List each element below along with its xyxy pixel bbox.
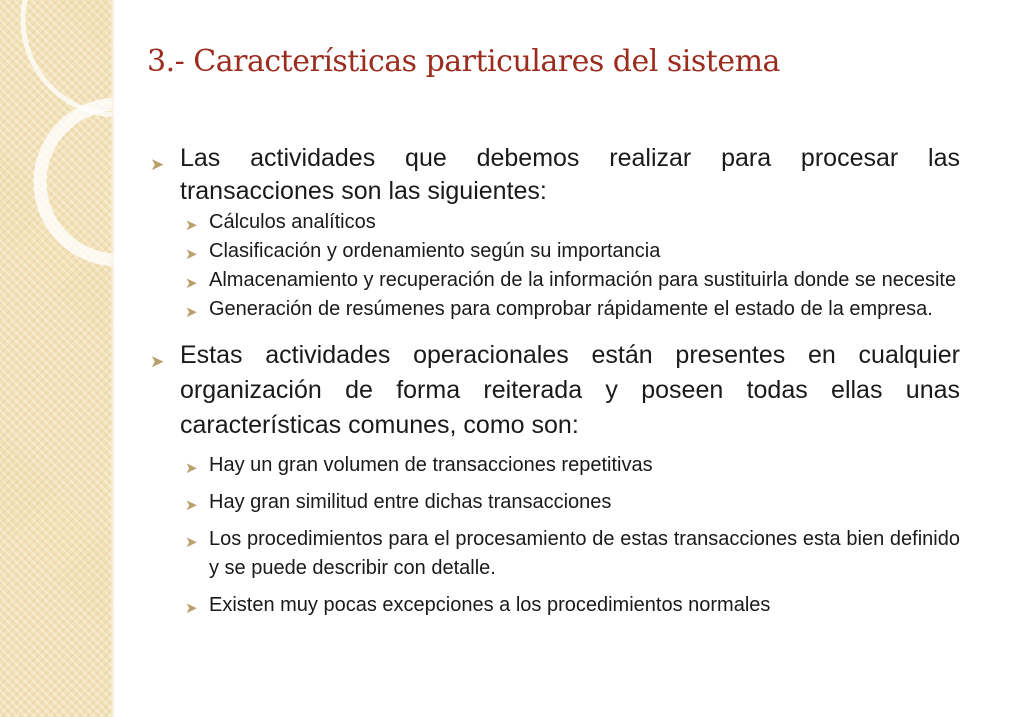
- sub-bullet-text: Generación de resúmenes para comprobar rápidamente el estado de la empresa.: [209, 298, 933, 320]
- arrowhead-bullet-icon: ➤: [185, 534, 198, 551]
- bullet-item: [150, 142, 960, 208]
- sub-bullet-text: Clasificación y ordenamiento según su importancia: [209, 240, 661, 262]
- sub-bullet-item: [150, 208, 960, 237]
- sub-bullet-text: Existen muy pocas excepciones a los procedimientos normales: [209, 594, 771, 616]
- slide-content: [150, 142, 960, 620]
- sub-bullet-item: [150, 591, 960, 620]
- bullet-item: [150, 338, 960, 443]
- arrowhead-bullet-icon: ➤: [185, 217, 198, 234]
- sub-bullet-item: [150, 295, 960, 324]
- bullet-text: Las actividades que debemos realizar para procesar las transacciones son las siguientes:: [180, 144, 960, 205]
- arrowhead-bullet-icon: ➤: [185, 497, 198, 514]
- slide-title: 3.- Características particulares del sistema: [147, 44, 780, 79]
- arrowhead-bullet-icon: ➤: [185, 246, 198, 263]
- sub-bullet-text: Hay gran similitud entre dichas transacciones: [209, 491, 612, 513]
- sub-bullet-text: Hay un gran volumen de transacciones repetitivas: [209, 454, 653, 476]
- sub-bullet-item: [150, 488, 960, 517]
- sub-bullet-text: Cálculos analíticos: [209, 211, 376, 233]
- decorative-side-band: [0, 0, 114, 717]
- sub-bullet-text: Almacenamiento y recuperación de la información para sustituirla donde se necesite: [209, 269, 957, 291]
- arrowhead-bullet-icon: ➤: [185, 600, 198, 617]
- arrowhead-bullet-icon: ➤: [185, 304, 198, 321]
- sub-bullet-item: [150, 525, 960, 583]
- sub-bullet-text: Los procedimientos para el procesamiento de estas transacciones esta bien definido y se puede describir con detalle.: [209, 528, 960, 579]
- bullet-text: Estas actividades operacionales están presentes en cualquier organización de forma reiterada y poseen todas ellas unas características comunes, como son:: [180, 341, 960, 439]
- bullet-group: [150, 338, 960, 620]
- arrowhead-bullet-icon: ➤: [185, 460, 198, 477]
- arrowhead-bullet-icon: ➤: [150, 352, 165, 371]
- sub-bullet-item: [150, 451, 960, 480]
- sub-bullet-item: [150, 266, 960, 295]
- arrowhead-bullet-icon: ➤: [150, 155, 165, 174]
- arrowhead-bullet-icon: ➤: [185, 275, 198, 292]
- sub-bullet-item: [150, 237, 960, 266]
- decorative-rings-icon: [0, 0, 114, 717]
